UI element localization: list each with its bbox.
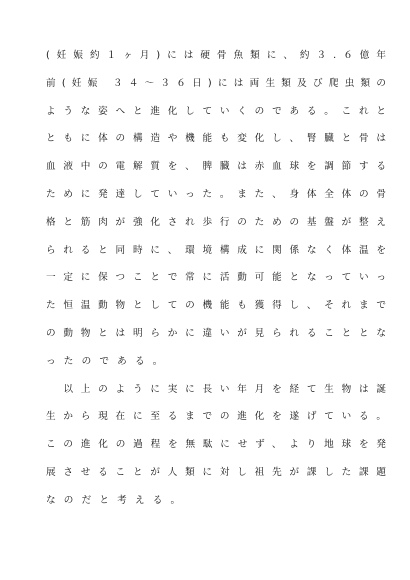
text-line: 血液中の電解質を、脾臓は赤血球を調節する [46,161,386,173]
text-line: ために発達していった。また、身体全体の骨 [46,189,386,200]
text-line: 以上のように実に長い年月を経て生物は誕 [46,383,386,395]
text-line: た恒温動物としての機能も獲得し、それまで [46,300,386,312]
text-line: 格と筋肉が強化され歩行のための基盤が整え [46,216,386,228]
text-line: ともに体の構造や機能も変化し、腎臓と骨は [46,133,386,145]
text-line: 生から現在に至るまでの進化を遂げている。 [46,411,386,423]
text-line: 前(妊娠 ３４～３６日)には両生類及び爬虫類の [46,77,386,89]
text-line: 一定に保つことで常に活動可能となっていっ [46,272,386,284]
text-line: (妊娠約１ヶ月)には硬骨魚類に、約３.６億年 [46,50,386,61]
text-line: ったのである。 [46,355,171,367]
text-line: 展させることが人類に対し祖先が課した課題 [46,467,386,478]
text-line: られると同時に、環境構成に関係なく体温を [46,244,386,256]
text-line: この進化の過程を無駄にせず、より地球を発 [46,439,386,451]
text-line: ような姿へと進化していくのである。これと [46,105,386,117]
text-line: の動物とは明らかに違いが見られることとな [46,328,386,339]
text-line: なのだと考える。 [46,494,189,506]
